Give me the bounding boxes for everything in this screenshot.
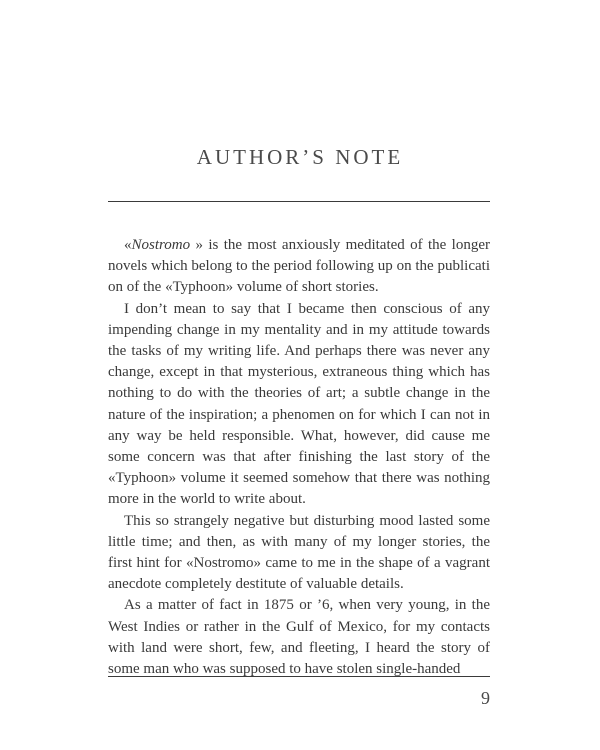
book-title-italic: Nostromo xyxy=(131,237,191,253)
guillemet-open: « xyxy=(124,237,132,253)
bottom-rule xyxy=(108,676,490,677)
paragraph-4: As a matter of fact in 1875 or ’6, when very young, in the West Indies or rather in the Gulf of Mexico, for my contacts with land were short, few, and fleeting, I heard the story of some man who was supposed to have stolen single-handed xyxy=(108,597,490,678)
page-number: 9 xyxy=(481,688,490,708)
paragraph-1 xyxy=(108,235,490,299)
chapter-title: AUTHOR’S NOTE xyxy=(196,145,404,169)
top-rule xyxy=(108,201,490,202)
paragraph-2: I don’t mean to say that I became then conscious of any impending change in my mentality and in my attitude towards the tasks of my writing life. And perhaps there was never any change, except in that mysterious, extraneous thing which has nothing to do with the theories of art; a subtle change in the nature of the inspiration; a phenomen on for which I can not in any way be held responsible. What, however, did cause me some concern was that after finishing the last story of the «Typhoon» volume it seemed somehow that there was nothing more in the world to write about. xyxy=(108,300,490,508)
paragraph-1-text: » is the most anxiously meditated of the longer novels which belong to the period following up on the publicati on of the «Typhoon» volume of short stories. xyxy=(108,237,490,296)
paragraph-3: This so strangely negative but disturbing mood lasted some little time; and then, as with many of my longer stories, the first hint for «Nostromo» came to me in the shape of a vagrant anecdote completely destitute of valuable details. xyxy=(108,512,490,593)
body-text xyxy=(108,235,490,680)
